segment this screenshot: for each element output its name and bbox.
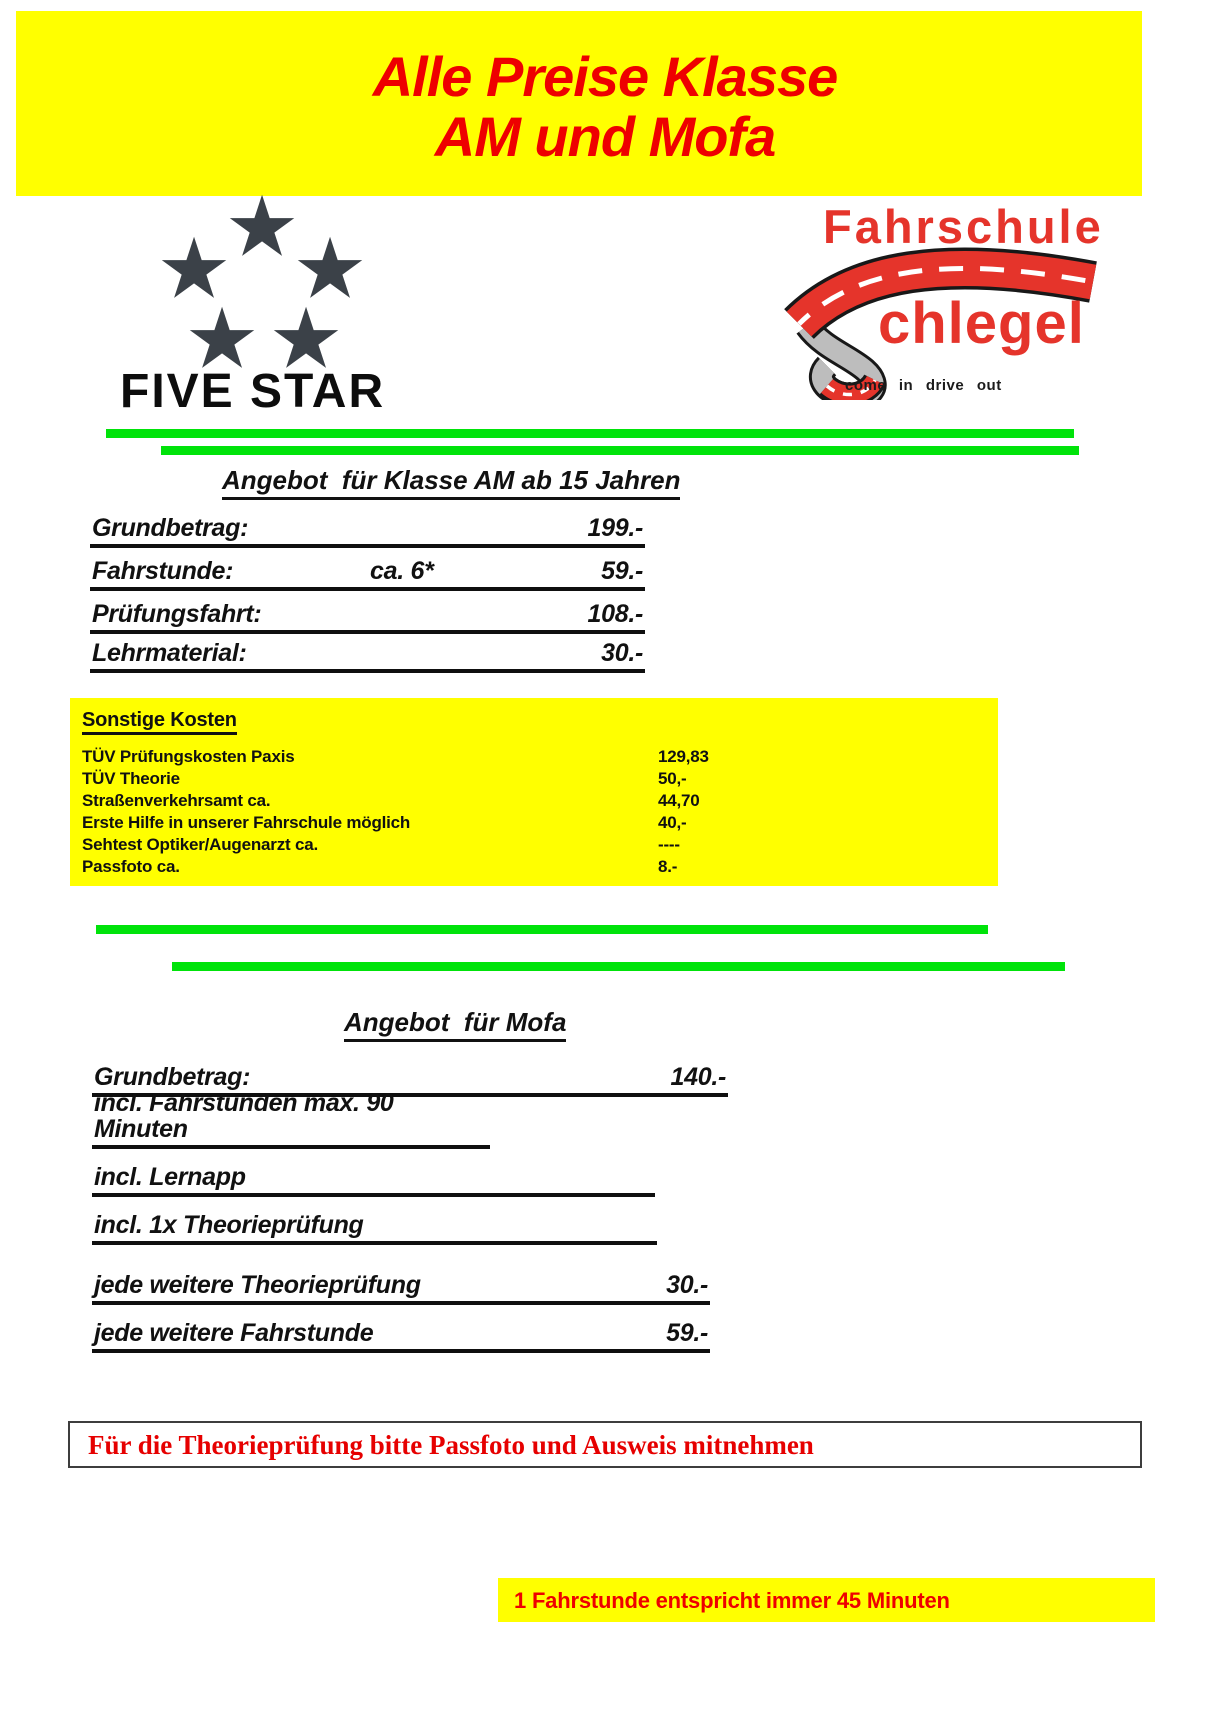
price-row-label: Grundbetrag: bbox=[92, 514, 249, 542]
star-icon: ★ bbox=[184, 291, 260, 386]
mofa-price-row bbox=[92, 1210, 657, 1245]
five-star-label: FIVE STAR bbox=[120, 365, 386, 418]
title-banner bbox=[16, 11, 1142, 196]
school-logo-slogan: come in drive out bbox=[845, 377, 1002, 394]
cost-item bbox=[82, 812, 982, 834]
green-divider-line bbox=[106, 429, 1074, 438]
price-row-value: 30.- bbox=[601, 639, 643, 667]
star-icon: ★ bbox=[156, 221, 232, 316]
other-costs-heading: Sonstige Kosten bbox=[82, 709, 237, 735]
cost-item-value: 44,70 bbox=[658, 791, 700, 810]
mofa-price-row bbox=[92, 1089, 490, 1149]
price-row-value: 140.- bbox=[670, 1063, 726, 1091]
price-row-value: 199.- bbox=[587, 514, 643, 542]
green-divider-line bbox=[161, 446, 1079, 455]
star-icon: ★ bbox=[268, 291, 344, 386]
cost-item-label: Erste Hilfe in unserer Fahrschule möglich bbox=[82, 813, 411, 832]
cost-item-value: 129,83 bbox=[658, 747, 709, 766]
cost-item bbox=[82, 790, 982, 812]
cost-item bbox=[82, 746, 982, 768]
cost-item bbox=[82, 768, 982, 790]
price-row-label: Fahrstunde: bbox=[92, 557, 234, 585]
green-divider-line bbox=[96, 925, 988, 934]
star-icon: ★ bbox=[292, 221, 368, 316]
price-row-value: 59.- bbox=[666, 1319, 708, 1347]
price-row-label: incl. Fahrstunden max. 90 Minuten bbox=[94, 1089, 394, 1143]
price-row-label: jede weitere Theorieprüfung bbox=[94, 1271, 421, 1299]
cost-item-value: 50,- bbox=[658, 769, 687, 788]
am-price-row bbox=[90, 599, 645, 634]
price-row-label: incl. 1x Theorieprüfung bbox=[94, 1211, 364, 1239]
price-row-label: Lehrmaterial: bbox=[92, 639, 247, 667]
mofa-offer-heading: Angebot für Mofa bbox=[344, 1008, 566, 1042]
cost-item-label: Passfoto ca. bbox=[82, 857, 180, 876]
notice-box bbox=[68, 1421, 1142, 1468]
price-row-label: jede weitere Fahrstunde bbox=[94, 1319, 374, 1347]
page-title-line1: Alle Preise Klasse bbox=[372, 45, 838, 108]
price-row-value: 30.- bbox=[666, 1271, 708, 1299]
footer-note: 1 Fahrstunde entspricht immer 45 Minuten bbox=[514, 1588, 950, 1613]
notice-text: Für die Theorieprüfung bitte Passfoto und Ausweis mitnehmen bbox=[88, 1430, 814, 1460]
other-costs-box bbox=[70, 698, 998, 886]
page-title-line2: AM und Mofa bbox=[434, 105, 776, 168]
price-row-label: incl. Lernapp bbox=[94, 1163, 246, 1191]
am-offer-heading: Angebot für Klasse AM ab 15 Jahren bbox=[222, 466, 680, 500]
am-price-row bbox=[90, 638, 645, 673]
price-row-label: Grundbetrag: bbox=[94, 1063, 251, 1091]
green-divider-line bbox=[172, 962, 1065, 971]
cost-item bbox=[82, 856, 982, 878]
cost-item-value: 8.- bbox=[658, 857, 678, 876]
mofa-price-row bbox=[92, 1162, 655, 1197]
star-icon: ★ bbox=[224, 179, 300, 274]
cost-item-value: 40,- bbox=[658, 813, 687, 832]
am-price-row bbox=[90, 556, 645, 591]
school-logo-fahrschule-text: Fahrschule bbox=[823, 200, 1104, 253]
cost-item-label: Straßenverkehrsamt ca. bbox=[82, 791, 271, 810]
cost-item-label: TÜV Prüfungskosten Paxis bbox=[82, 747, 295, 766]
am-price-row bbox=[90, 513, 645, 548]
school-logo-chlegel-text: chlegel bbox=[878, 291, 1085, 356]
footer-strip bbox=[498, 1578, 1155, 1622]
mofa-price-row bbox=[92, 1318, 710, 1353]
cost-item bbox=[82, 834, 982, 856]
price-row-value: 59.- bbox=[601, 557, 643, 585]
cost-item-label: Sehtest Optiker/Augenarzt ca. bbox=[82, 835, 319, 854]
cost-item-label: TÜV Theorie bbox=[82, 769, 180, 788]
page-title bbox=[16, 47, 1142, 167]
cost-item-value: ---- bbox=[658, 835, 680, 854]
price-row-label: Prüfungsfahrt: bbox=[92, 600, 262, 628]
price-row-value: 108.- bbox=[587, 600, 643, 628]
mofa-price-row bbox=[92, 1270, 710, 1305]
price-row-note: ca. 6* bbox=[370, 557, 434, 585]
